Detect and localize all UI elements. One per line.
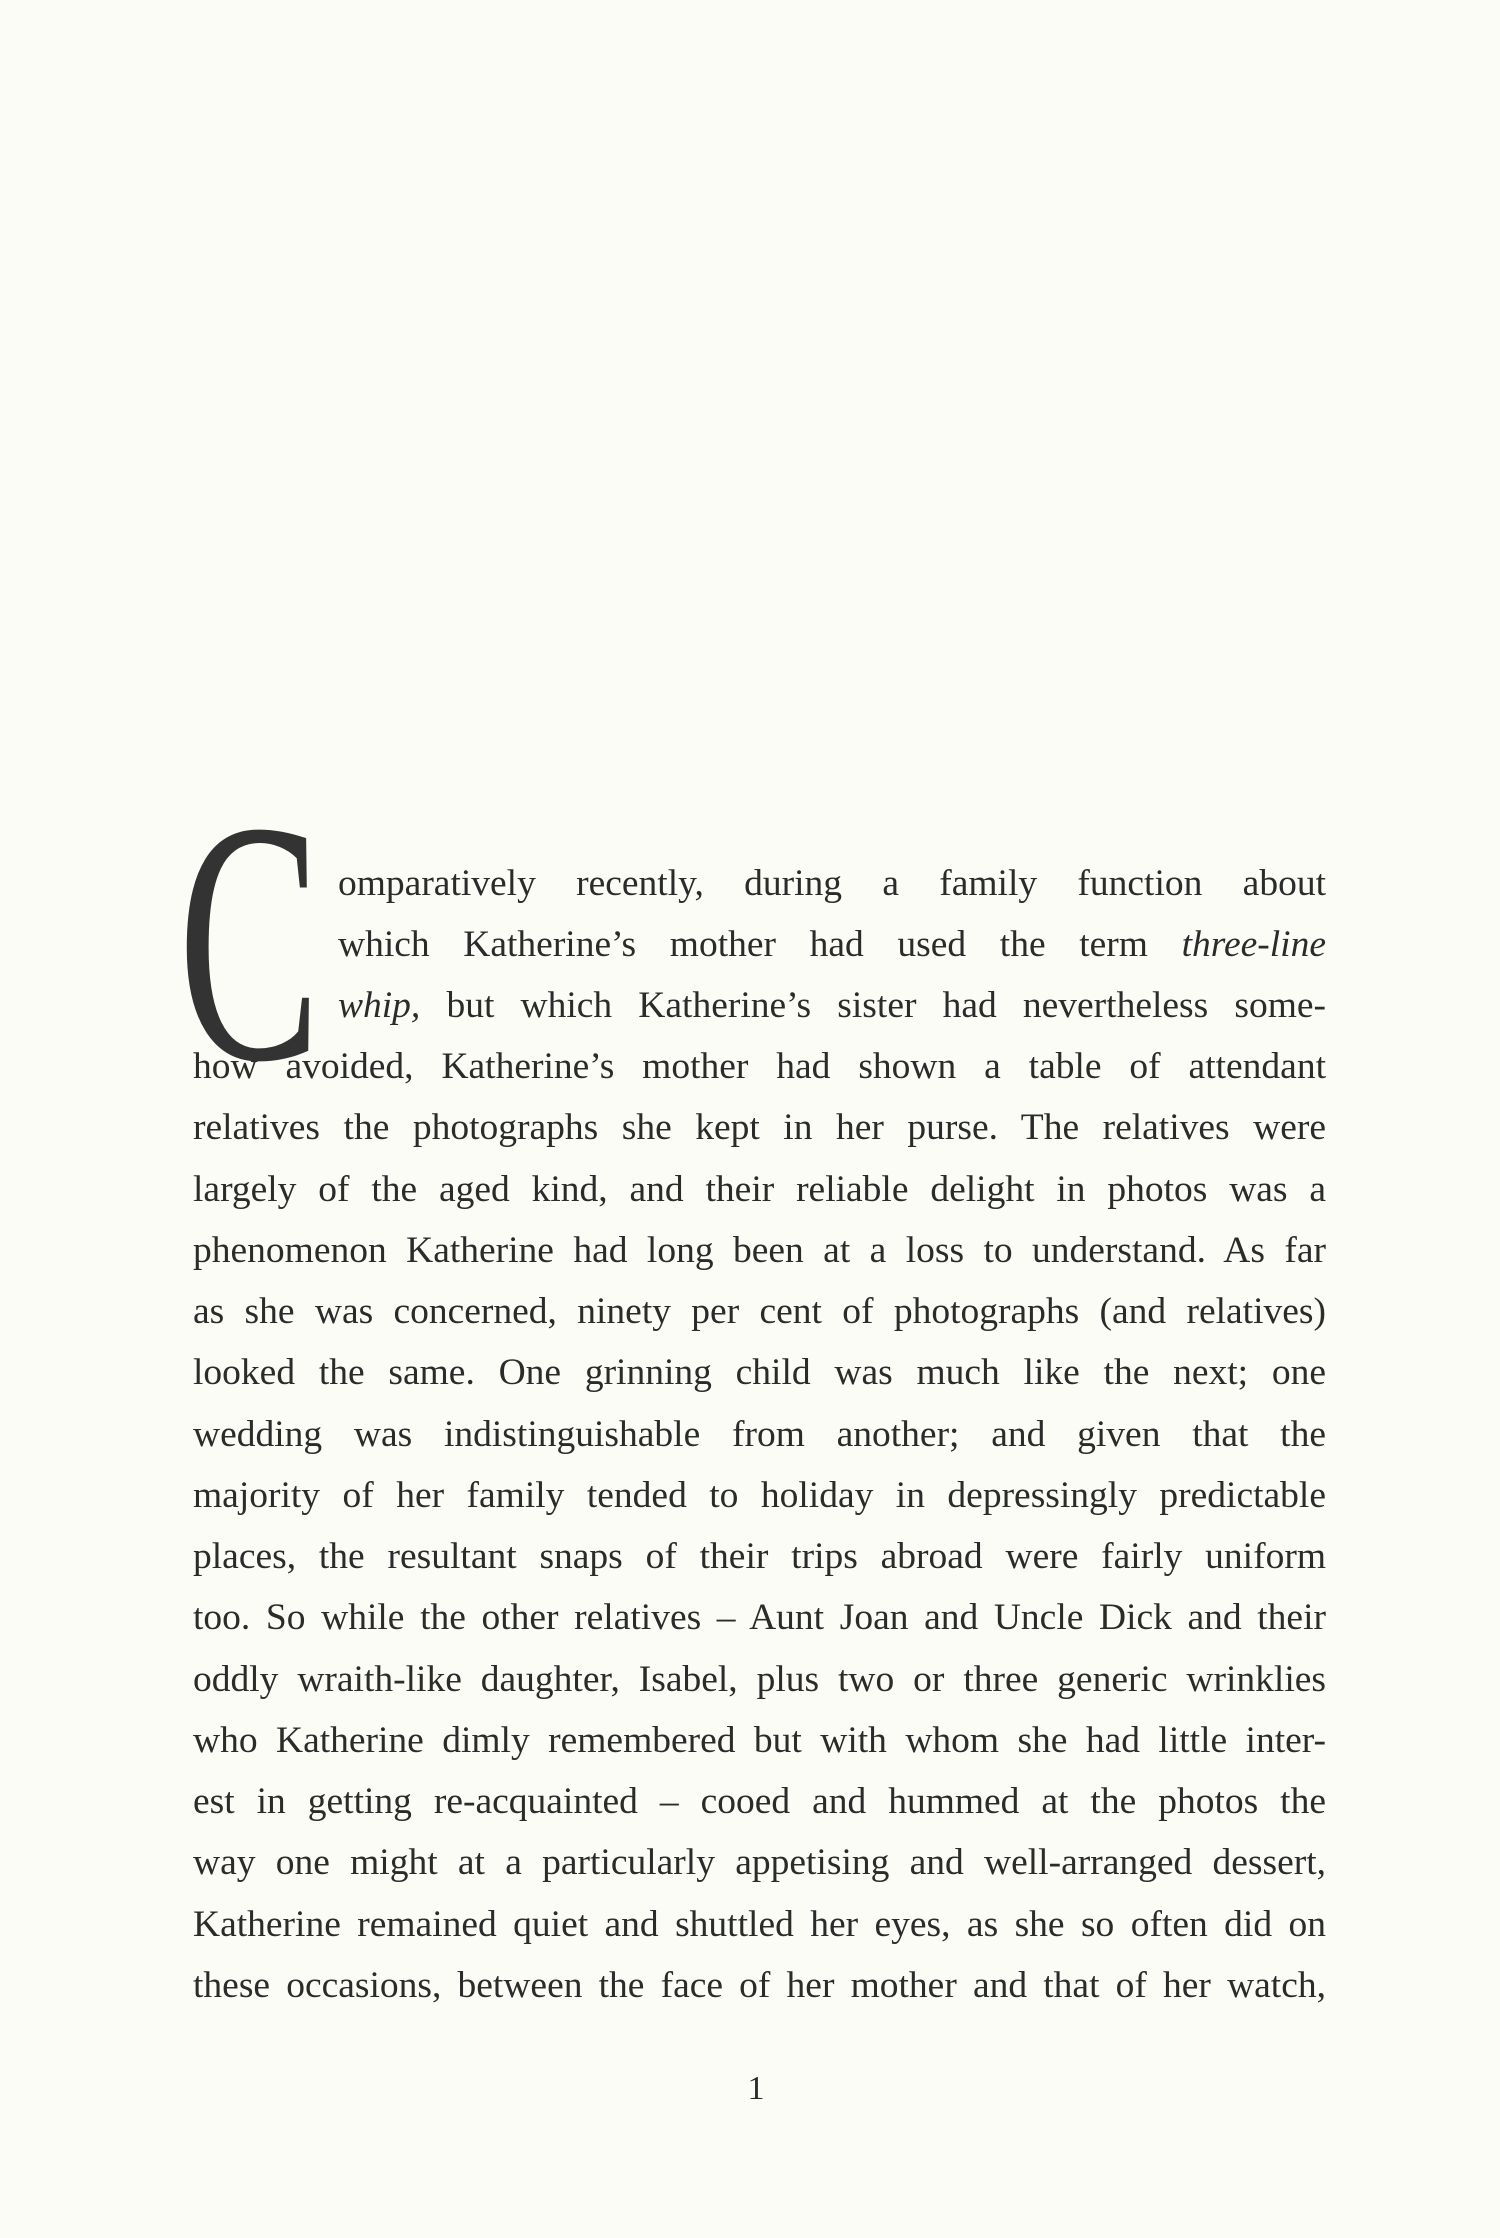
line-text: Katherine remained quiet and shuttled her eyes, as she so often did on bbox=[193, 1904, 1326, 1945]
text-line bbox=[193, 1964, 1326, 2008]
text-line bbox=[193, 1045, 1326, 1089]
text-line bbox=[193, 1658, 1326, 1702]
text-line bbox=[193, 1535, 1326, 1579]
line-text: majority of her family tended to holiday in depressingly predictable bbox=[193, 1475, 1326, 1516]
text-line bbox=[338, 984, 1326, 1028]
line-text: way one might at a particularly appetising and well-arranged dessert, bbox=[193, 1842, 1326, 1883]
text-line bbox=[193, 1413, 1326, 1457]
text-line bbox=[193, 1106, 1326, 1150]
line-text: as she was concerned, ninety per cent of photographs (and relatives) bbox=[193, 1291, 1326, 1332]
line-text: looked the same. One grinning child was much like the next; one bbox=[193, 1352, 1326, 1393]
line-text: relatives the photographs she kept in her purse. The relatives were bbox=[193, 1107, 1326, 1148]
italic-term: three-line bbox=[1181, 924, 1326, 965]
line-text: how avoided, Katherine’s mother had shown a table of attendant bbox=[193, 1046, 1326, 1087]
text-line bbox=[193, 1229, 1326, 1273]
italic-term: whip, bbox=[338, 985, 421, 1026]
text-line bbox=[193, 1474, 1326, 1518]
text-line bbox=[193, 1780, 1326, 1824]
drop-cap: C bbox=[178, 751, 321, 1133]
line-text: phenomenon Katherine had long been at a loss to understand. As far bbox=[193, 1230, 1326, 1271]
line-text: omparatively recently, during a family function about bbox=[338, 863, 1326, 904]
text-line bbox=[193, 1351, 1326, 1395]
page-number: 1 bbox=[747, 2070, 765, 2107]
text-line bbox=[193, 1719, 1326, 1763]
line-text-roman: but which Katherine’s sister had nevertheless some- bbox=[446, 985, 1326, 1026]
line-text: who Katherine dimly remembered but with whom she had little inter- bbox=[193, 1720, 1326, 1761]
text-line bbox=[193, 1841, 1326, 1885]
text-line bbox=[193, 1903, 1326, 1947]
line-text bbox=[338, 984, 1326, 1028]
line-text: est in getting re-acquainted – cooed and hummed at the photos the bbox=[193, 1781, 1326, 1822]
line-text: these occasions, between the face of her mother and that of her watch, bbox=[193, 1965, 1326, 2006]
text-line bbox=[193, 1290, 1326, 1334]
line-text: too. So while the other relatives – Aunt Joan and Uncle Dick and their bbox=[193, 1597, 1326, 1638]
text-line bbox=[338, 923, 1326, 967]
line-text-roman: which Katherine’s mother had used the term bbox=[338, 924, 1148, 965]
text-line bbox=[338, 862, 1326, 906]
line-text: wedding was indistinguishable from another; and given that the bbox=[193, 1414, 1326, 1455]
line-text bbox=[338, 923, 1326, 967]
text-line bbox=[193, 1596, 1326, 1640]
text-line bbox=[193, 1168, 1326, 1212]
line-text: places, the resultant snaps of their trips abroad were fairly uniform bbox=[193, 1536, 1326, 1577]
line-text: oddly wraith-like daughter, Isabel, plus two or three generic wrinklies bbox=[193, 1659, 1326, 1700]
line-text: largely of the aged kind, and their reliable delight in photos was a bbox=[193, 1169, 1326, 1210]
